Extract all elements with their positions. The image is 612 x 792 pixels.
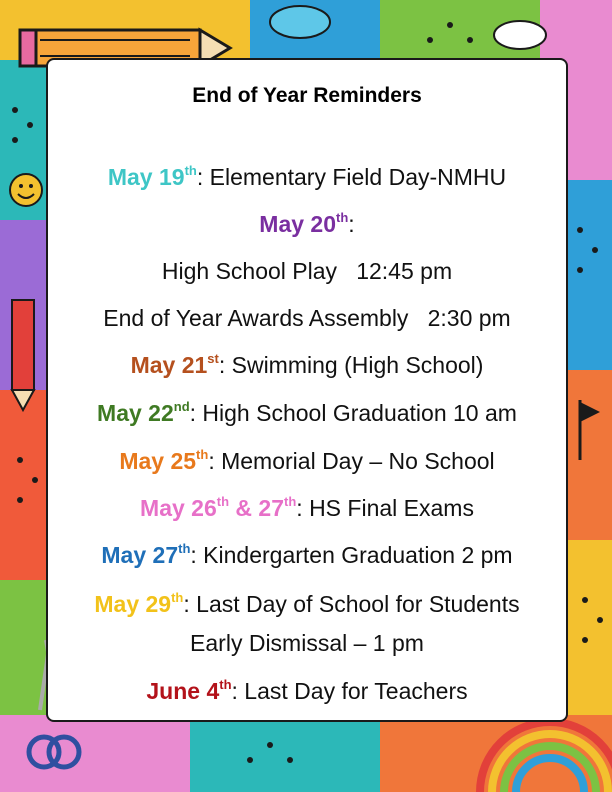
smiley-icon (10, 174, 42, 206)
event-line (48, 591, 566, 618)
event-date: May 25th (119, 447, 209, 474)
event-description: : Elementary Field Day-NMHU (196, 164, 507, 190)
page-title: End of Year Reminders (192, 84, 422, 107)
event-subline: High School Play 12:45 pm (161, 258, 453, 284)
event-date: May 26th & 27th (140, 494, 297, 521)
red-pencil-icon (12, 300, 34, 410)
event-line (48, 164, 566, 191)
event-line (48, 352, 566, 379)
event-description: : High School Graduation 10 am (189, 400, 517, 426)
event-subline: End of Year Awards Assembly 2:30 pm (103, 305, 511, 331)
event-description: : Last Day of School for Students (183, 591, 520, 617)
event-description: : Kindergarten Graduation 2 pm (190, 542, 513, 568)
event-date: May 19th (107, 163, 197, 190)
event-line (48, 678, 566, 705)
event-description: : Swimming (High School) (218, 352, 484, 378)
event-description: : HS Final Exams (296, 495, 474, 521)
event-description: : Memorial Day – No School (208, 448, 495, 474)
event-line (48, 211, 566, 238)
event-date: May 22nd (97, 399, 190, 426)
event-date: May 21st (130, 351, 219, 378)
event-date: May 20th (259, 210, 349, 237)
event-description: : (348, 211, 355, 237)
reminder-panel (48, 60, 566, 720)
event-date: May 27th (101, 541, 191, 568)
event-date: May 29th (94, 590, 184, 617)
event-date: June 4th (146, 677, 232, 704)
event-line (48, 495, 566, 522)
event-line (48, 542, 566, 569)
event-description: : Last Day for Teachers (231, 678, 468, 704)
event-subline: Early Dismissal – 1 pm (190, 630, 424, 656)
event-line (48, 448, 566, 475)
event-line (48, 400, 566, 427)
